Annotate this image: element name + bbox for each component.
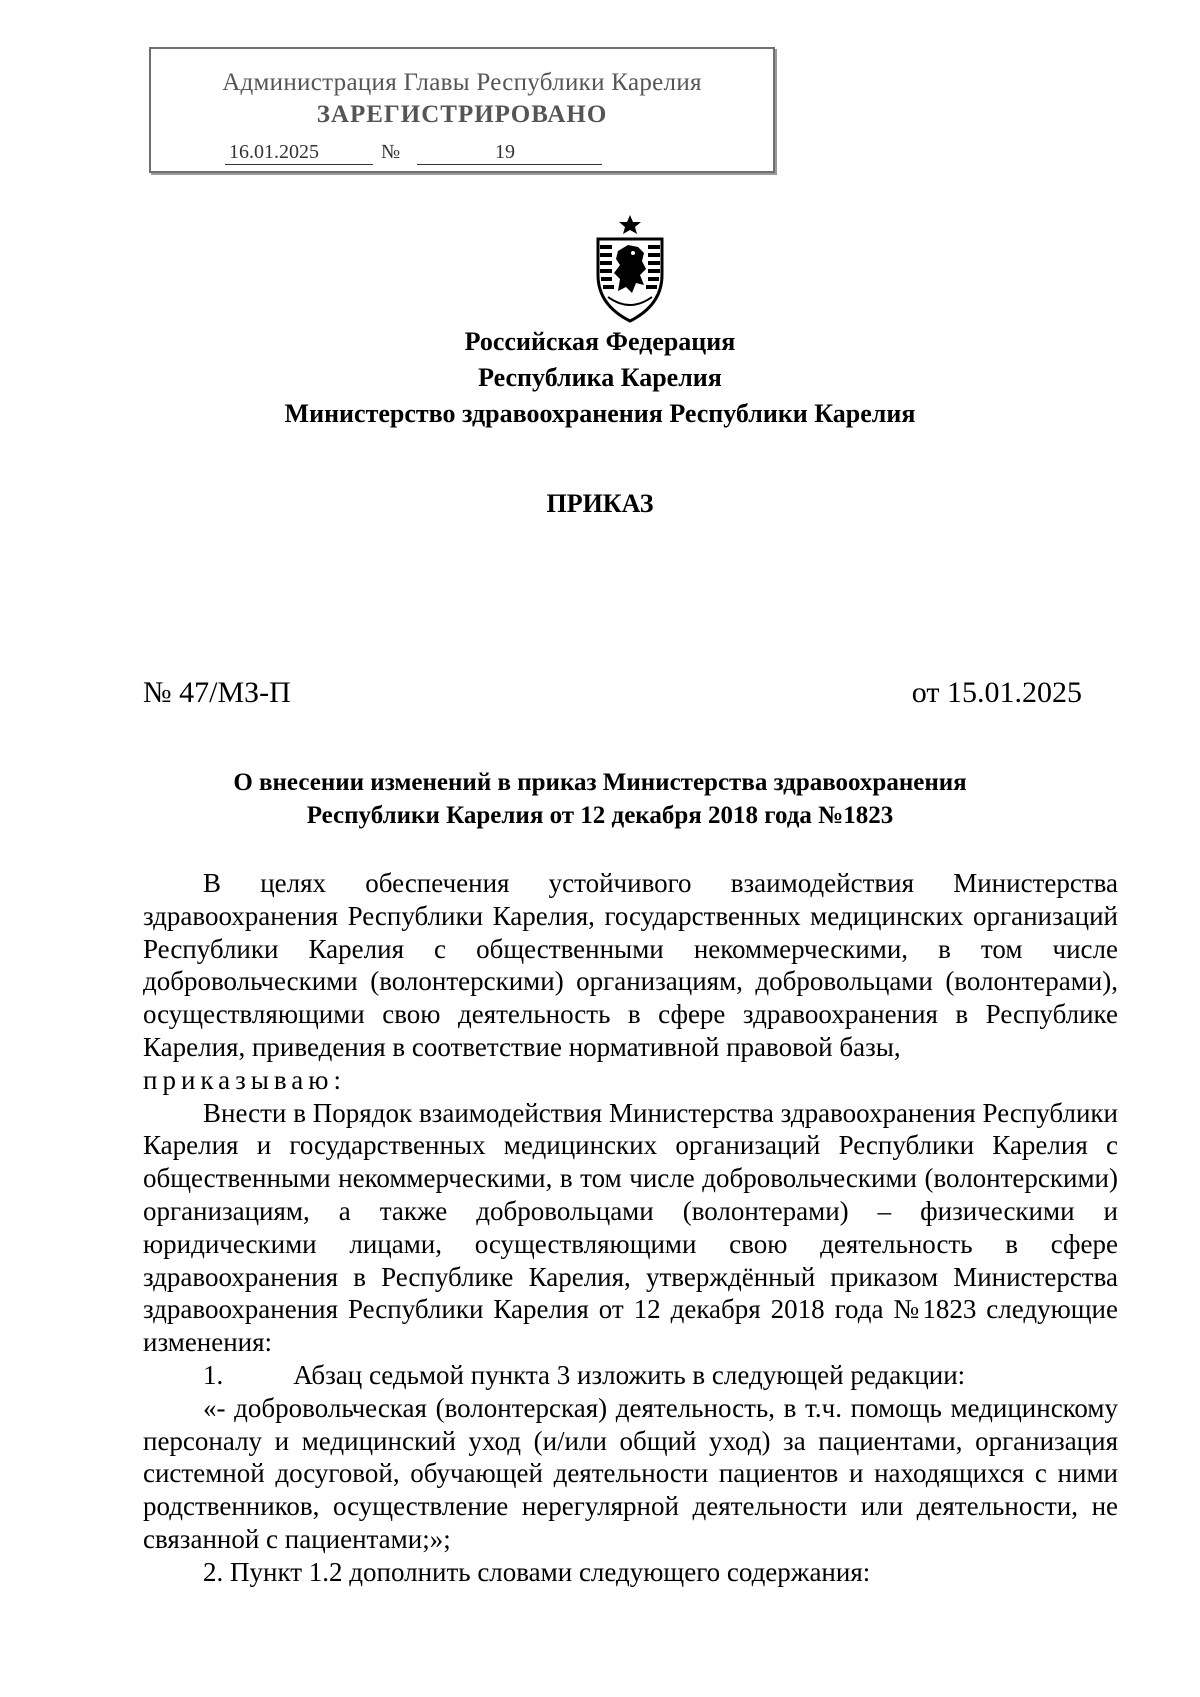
karelia-coat-of-arms-icon xyxy=(588,213,672,325)
document-body xyxy=(143,867,1118,1589)
item-2: 2. Пункт 1.2 дополнить словами следующего содержания: xyxy=(203,1556,871,1587)
stamp-date: 16.01.2025 xyxy=(229,141,319,163)
stamp-registered-label: ЗАРЕГИСТРИРОВАНО xyxy=(316,101,608,128)
stamp-number-underline xyxy=(417,164,602,165)
preamble-paragraph: В целях обеспечения устойчивого взаимодействия Министерства здравоохранения Республики Карелия, государственных медицинских организаций Республики Карелия с общественными некоммерческими, в том числе добровольческими (волонтерскими) организациям, добровольцами (волонтерами), осуществляющими свою деятельность в сфере здравоохранения в Республике Карелия, приведения в соответствие нормативной правовой базы, xyxy=(143,868,1118,1062)
item-1-number: 1. xyxy=(203,1359,224,1390)
document-type-title: ПРИКАЗ xyxy=(546,489,654,518)
amendment-paragraph: Внести в Порядок взаимодействия Министерства здравоохранения Республики Карелия и государственных медицинских организаций Республики Карелия с общественными некоммерческими, в том числе добровольческими (волонтерскими) организациям, а также добровольцами (волонтерами) – физическими и юридическими лицами, осуществляющими свою деятельность в сфере здравоохранения в Республике Карелия, утверждённый приказом Министерства здравоохранения Республики Карелия от 12 декабря 2018 года №1823 следующие изменения: xyxy=(143,1097,1118,1358)
quoted-text-paragraph: «- добровольческая (волонтерская) деятельность, в т.ч. помощь медицинскому персоналу и медицинский уход (и/или общий уход) за пациентами, организация системной досуговой, обучающей деятельности пациентов и находящихся с ними родственников, осуществление нерегулярной деятельности или деятельности, не связанной с пациентами;»; xyxy=(143,1392,1118,1554)
stamp-date-underline xyxy=(225,164,373,165)
stamp-number-label: № xyxy=(381,141,401,163)
order-number: № 47/МЗ-П xyxy=(143,676,291,709)
subject-line-1: О внесении изменений в приказ Министерства здравоохранения xyxy=(233,769,967,796)
header-country: Российская Федерация xyxy=(464,327,736,356)
stamp-authority: Администрация Главы Республики Карелия xyxy=(222,69,702,96)
subject-line-2: Республики Карелия от 12 декабря 2018 года №1823 xyxy=(306,802,894,829)
stamp-registration-row xyxy=(195,141,605,169)
decree-text: приказываю: xyxy=(143,1064,346,1095)
item-1-text: Абзац седьмой пункта 3 изложить в следующей редакции: xyxy=(293,1359,966,1390)
header-republic: Республика Карелия xyxy=(478,363,722,392)
order-date: от 15.01.2025 xyxy=(911,676,1082,709)
decree-word xyxy=(143,1064,1118,1097)
item-1 xyxy=(143,1359,1118,1392)
stamp-number: 19 xyxy=(495,141,515,163)
header-ministry: Министерство здравоохранения Республики Карелия xyxy=(284,399,916,428)
registration-stamp xyxy=(149,47,775,173)
